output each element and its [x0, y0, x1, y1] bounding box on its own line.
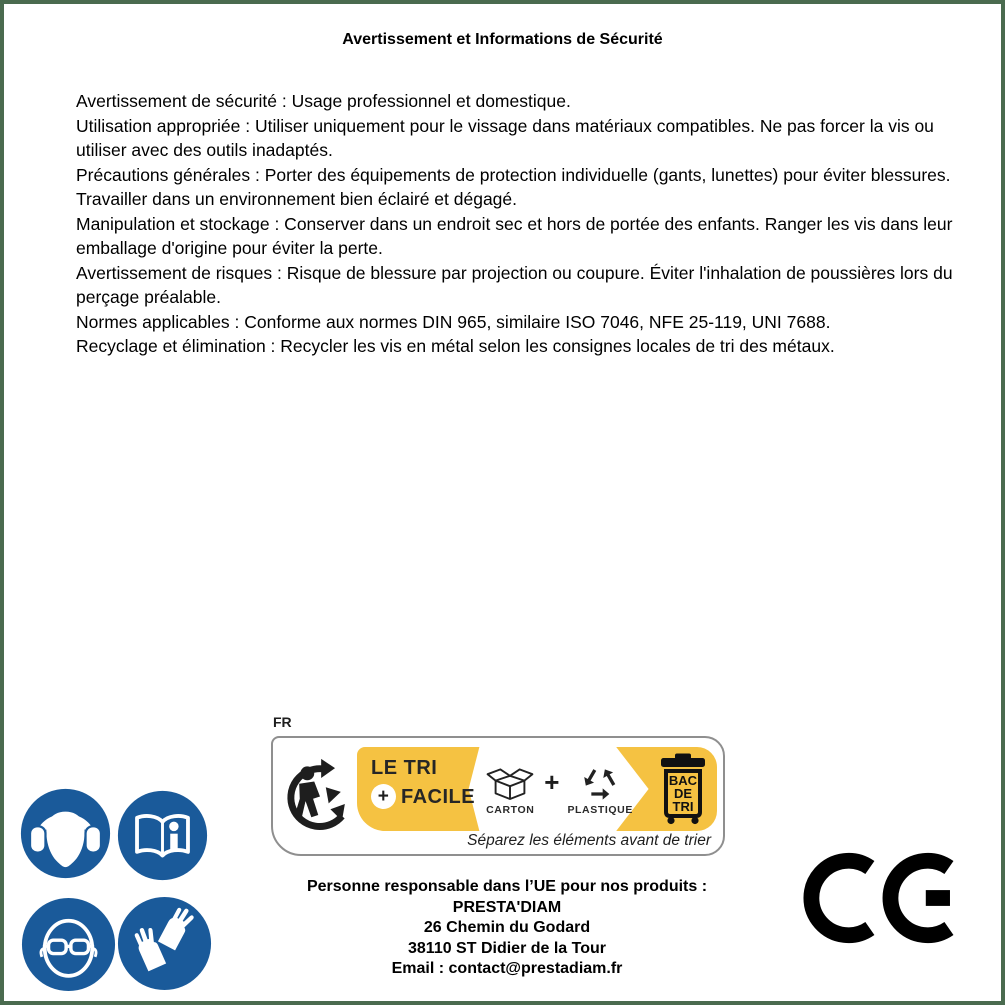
safety-text-block [76, 89, 974, 359]
contact-email: Email : contact@prestadiam.fr [391, 960, 623, 977]
responsible-heading: Personne responsable dans l’UE pour nos produits : [306, 878, 708, 895]
country-code-label: FR [273, 714, 292, 730]
address-line2: 38110 ST Didier de la Tour [408, 939, 606, 957]
recycling-info-label [271, 736, 725, 856]
responsible-person-block [257, 877, 757, 980]
page-title: Avertissement et Informations de Sécurité [342, 31, 663, 48]
material-plastique [567, 763, 633, 816]
plus-circle-icon: + [371, 784, 396, 809]
read-instruction-manual-icon [117, 790, 208, 881]
company-name: PRESTA'DIAM [452, 898, 562, 916]
sorting-instruction-text: Séparez les éléments avant de trier [467, 832, 711, 849]
triman-logo-icon [283, 746, 357, 840]
bin-text-line3: TRI [672, 799, 694, 814]
info-tri-headline [371, 756, 475, 809]
safety-paragraph-usage: Avertissement de sécurité : Usage professionnel et domestique. [76, 91, 571, 111]
safety-paragraph-risques: Avertissement de risques : Risque de blessure par projection ou coupure. Éviter l'inhalation de poussières lors du perçage préalable. [76, 262, 953, 307]
carton-label: CARTON [486, 803, 535, 816]
wear-eye-protection-icon [21, 897, 116, 992]
ce-mark-icon [803, 849, 963, 947]
headline-line2: FACILE [401, 785, 476, 808]
sorting-bin-icon [658, 751, 708, 825]
materials-plus-sign: + [544, 766, 560, 797]
headline-line1: LE TRI [371, 757, 438, 779]
safety-paragraph-recyclage: Recyclage et élimination : Recycler les vis en métal selon les consignes locales de tri des métaux. [76, 336, 835, 356]
safety-paragraph-stockage: Manipulation et stockage : Conserver dans un endroit sec et hors de portée des enfants. Ranger les vis dans leur emballage d'origine pour éviter la perte. [76, 213, 953, 258]
info-tri-yellow-band [357, 747, 717, 831]
plastique-label: PLASTIQUE [567, 803, 633, 816]
safety-paragraph-normes: Normes applicables : Conforme aux normes DIN 965, similaire ISO 7046, NFE 25-119, UNI 7688. [76, 311, 831, 332]
carton-box-icon [484, 763, 536, 803]
safety-paragraph-precautions: Précautions générales : Porter des équipements de protection individuelle (gants, lunettes) pour éviter blessures. Travailler dans un environnement bien éclairé et dégagé. [76, 164, 951, 209]
materials-row [469, 747, 649, 831]
wear-protective-gloves-icon [117, 896, 212, 991]
wear-ear-protection-icon [20, 788, 111, 879]
safety-paragraph-utilisation: Utilisation appropriée : Utiliser uniquement pour le vissage dans matériaux compatibles. Ne pas forcer la vis ou utiliser avec des outils inadaptés. [76, 115, 934, 160]
bin-text-line2: DE [673, 786, 693, 801]
material-carton [484, 763, 536, 816]
plastic-recycling-icon [577, 763, 623, 803]
bin-text-line1: BAC [668, 773, 698, 788]
address-line1: 26 Chemin du Godard [423, 919, 591, 936]
